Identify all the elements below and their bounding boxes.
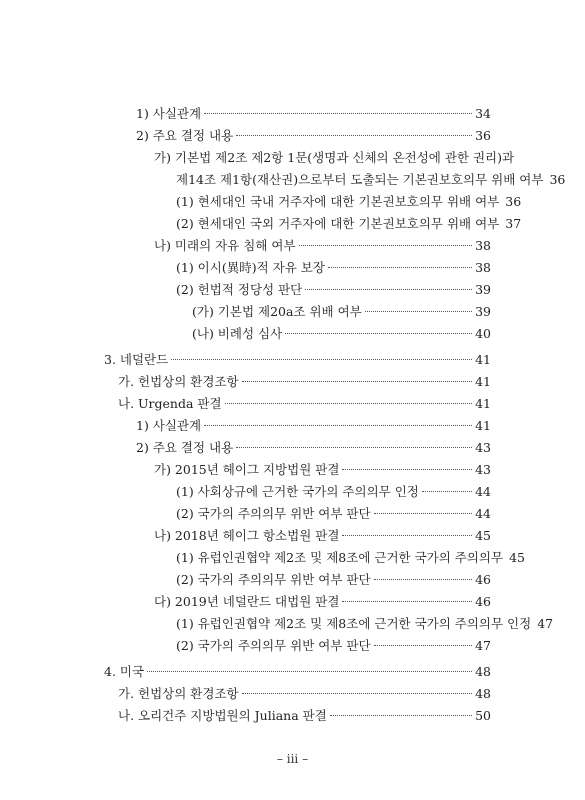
toc-entry-page: 41: [475, 396, 491, 411]
toc-entry: [176, 214, 522, 234]
toc-entry-title: 나. 오리건주 지방법원의 Juliana 판결: [118, 708, 327, 723]
toc-entry: [118, 394, 491, 414]
toc-entry-page: 43: [475, 440, 491, 455]
toc-entry: [176, 170, 566, 190]
toc-entry-page: 44: [475, 506, 491, 521]
dot-leader: [342, 469, 472, 470]
toc-entry-page: 36: [475, 128, 491, 143]
dot-leader: [422, 491, 472, 492]
toc-entry: [154, 592, 491, 612]
dot-leader: [342, 535, 472, 536]
dot-leader: [328, 267, 472, 268]
dot-leader: [374, 579, 473, 580]
toc-entry-page: 38: [475, 238, 491, 253]
toc-entry-title: (1) 이시(異時)적 자유 보장: [176, 260, 325, 275]
dot-leader: [171, 359, 472, 360]
toc-entry-page: 50: [475, 708, 491, 723]
toc-entry-title: (2) 국가의 주의의무 위반 여부 판단: [176, 638, 371, 653]
toc-entry-title: (2) 현세대인 국외 거주자에 대한 기본권보호의무 위배 여부: [176, 216, 500, 231]
toc-entry-page: 38: [475, 260, 491, 275]
toc-entry-page: 44: [475, 484, 491, 499]
dot-leader: [242, 693, 472, 694]
toc-entry: [176, 258, 491, 278]
toc-entry: [176, 570, 491, 590]
toc-entry-page: 39: [475, 304, 491, 319]
toc-entry-page: 43: [475, 462, 491, 477]
toc-entry: [154, 236, 491, 256]
toc-entry-page: 47: [475, 638, 491, 653]
toc-entry-title: (1) 유럽인권협약 제2조 및 제8조에 근거한 국가의 주의의무: [176, 550, 504, 565]
toc-entry-page: 45: [475, 528, 491, 543]
page-number-footer: – iii –: [276, 752, 309, 766]
toc-entry: [118, 372, 491, 392]
dot-leader: [236, 135, 472, 136]
toc-entry: [176, 614, 554, 634]
toc-entry-title: (1) 현세대인 국내 거주자에 대한 기본권보호의무 위배 여부: [176, 194, 500, 209]
dot-leader: [204, 425, 472, 426]
toc-entry-title: (2) 헌법적 정당성 판단: [176, 282, 303, 297]
toc-entry-page: 48: [475, 686, 491, 701]
toc-entry-page: 47: [537, 616, 554, 631]
toc-entry: [154, 460, 491, 480]
toc-entry-page: 39: [475, 282, 491, 297]
dot-leader: [225, 403, 473, 404]
toc-entry: [176, 192, 522, 212]
toc-entry-page: 41: [475, 352, 491, 367]
toc-entry-page: 37: [505, 216, 522, 231]
toc-entry-page: 46: [475, 572, 491, 587]
toc-entry-title: 2) 주요 결정 내용: [136, 128, 234, 143]
toc-entry: [136, 438, 491, 458]
toc-entry-title: (1) 유럽인권협약 제2조 및 제8조에 근거한 국가의 주의의무 인정: [176, 616, 532, 631]
toc-entry: [176, 636, 491, 656]
toc-entry-title: 2) 주요 결정 내용: [136, 440, 234, 455]
dot-leader: [285, 333, 472, 334]
toc-entry-title: 3. 네덜란드: [104, 352, 169, 367]
toc-entry-title: (가) 기본법 제20a조 위배 여부: [192, 304, 362, 319]
toc-entry: [154, 148, 515, 168]
dot-leader: [365, 311, 472, 312]
toc-entry: [136, 416, 491, 436]
toc-entry: [176, 280, 491, 300]
toc-entry-title: 나) 미래의 자유 침해 여부: [154, 238, 296, 253]
dot-leader: [236, 447, 472, 448]
dot-leader: [374, 513, 473, 514]
toc-entry-title: 가) 기본법 제2조 제2항 1문(생명과 신체의 온전성에 관한 권리)과: [154, 150, 515, 165]
toc-entry: [192, 302, 491, 322]
toc-entry-page: 41: [475, 374, 491, 389]
toc-entry-title: 가) 2015년 헤이그 지방법원 판결: [154, 462, 340, 477]
toc-entry: [176, 548, 525, 568]
toc-entry-page: 34: [475, 106, 491, 121]
toc-entry-page: 36: [549, 172, 566, 187]
dot-leader: [374, 645, 473, 646]
toc-entry-page: 41: [475, 418, 491, 433]
toc-entry-title: 다) 2019년 네덜란드 대법원 판결: [154, 594, 340, 609]
toc-entry-title: 나. Urgenda 판결: [118, 396, 222, 411]
toc-entry: [136, 104, 491, 124]
dot-leader: [242, 381, 472, 382]
toc-entry-title: (2) 국가의 주의의무 위반 여부 판단: [176, 572, 371, 587]
toc-entry: [104, 350, 491, 370]
toc-entry: [118, 706, 491, 726]
toc-entry-page: 40: [475, 326, 491, 341]
toc-entry: [176, 504, 491, 524]
dot-leader: [342, 601, 472, 602]
toc-entry-title: 1) 사실관계: [136, 418, 202, 433]
dot-leader: [330, 715, 472, 716]
toc-entry-title: (1) 사회상규에 근거한 국가의 주의의무 인정: [176, 484, 419, 499]
dot-leader: [305, 289, 472, 290]
toc-entry-title: 가. 헌법상의 환경조항: [118, 686, 239, 701]
toc-entry-title: 1) 사실관계: [136, 106, 202, 121]
toc-entry-page: 48: [475, 664, 491, 679]
toc-entry-title: 제14조 제1항(재산권)으로부터 도출되는 기본권보호의무 위배 여부: [176, 172, 544, 187]
dot-leader: [299, 245, 473, 246]
dot-leader: [147, 671, 472, 672]
toc-entry-title: 가. 헌법상의 환경조항: [118, 374, 239, 389]
dot-leader: [204, 113, 472, 114]
toc-entry: [154, 526, 491, 546]
toc-entry: [118, 684, 491, 704]
toc-entry-page: 36: [505, 194, 522, 209]
toc-entry-title: 나) 2018년 헤이그 항소법원 판결: [154, 528, 340, 543]
toc-entry: [176, 482, 491, 502]
toc-entry: [136, 126, 491, 146]
toc-entry-title: 4. 미국: [104, 664, 145, 679]
toc-entry: [192, 324, 491, 344]
toc-entry-page: 46: [475, 594, 491, 609]
toc-entry-title: (2) 국가의 주의의무 위반 여부 판단: [176, 506, 371, 521]
toc-entry: [104, 662, 491, 682]
toc-entry-page: 45: [509, 550, 525, 565]
toc-entry-title: (나) 비례성 심사: [192, 326, 283, 341]
